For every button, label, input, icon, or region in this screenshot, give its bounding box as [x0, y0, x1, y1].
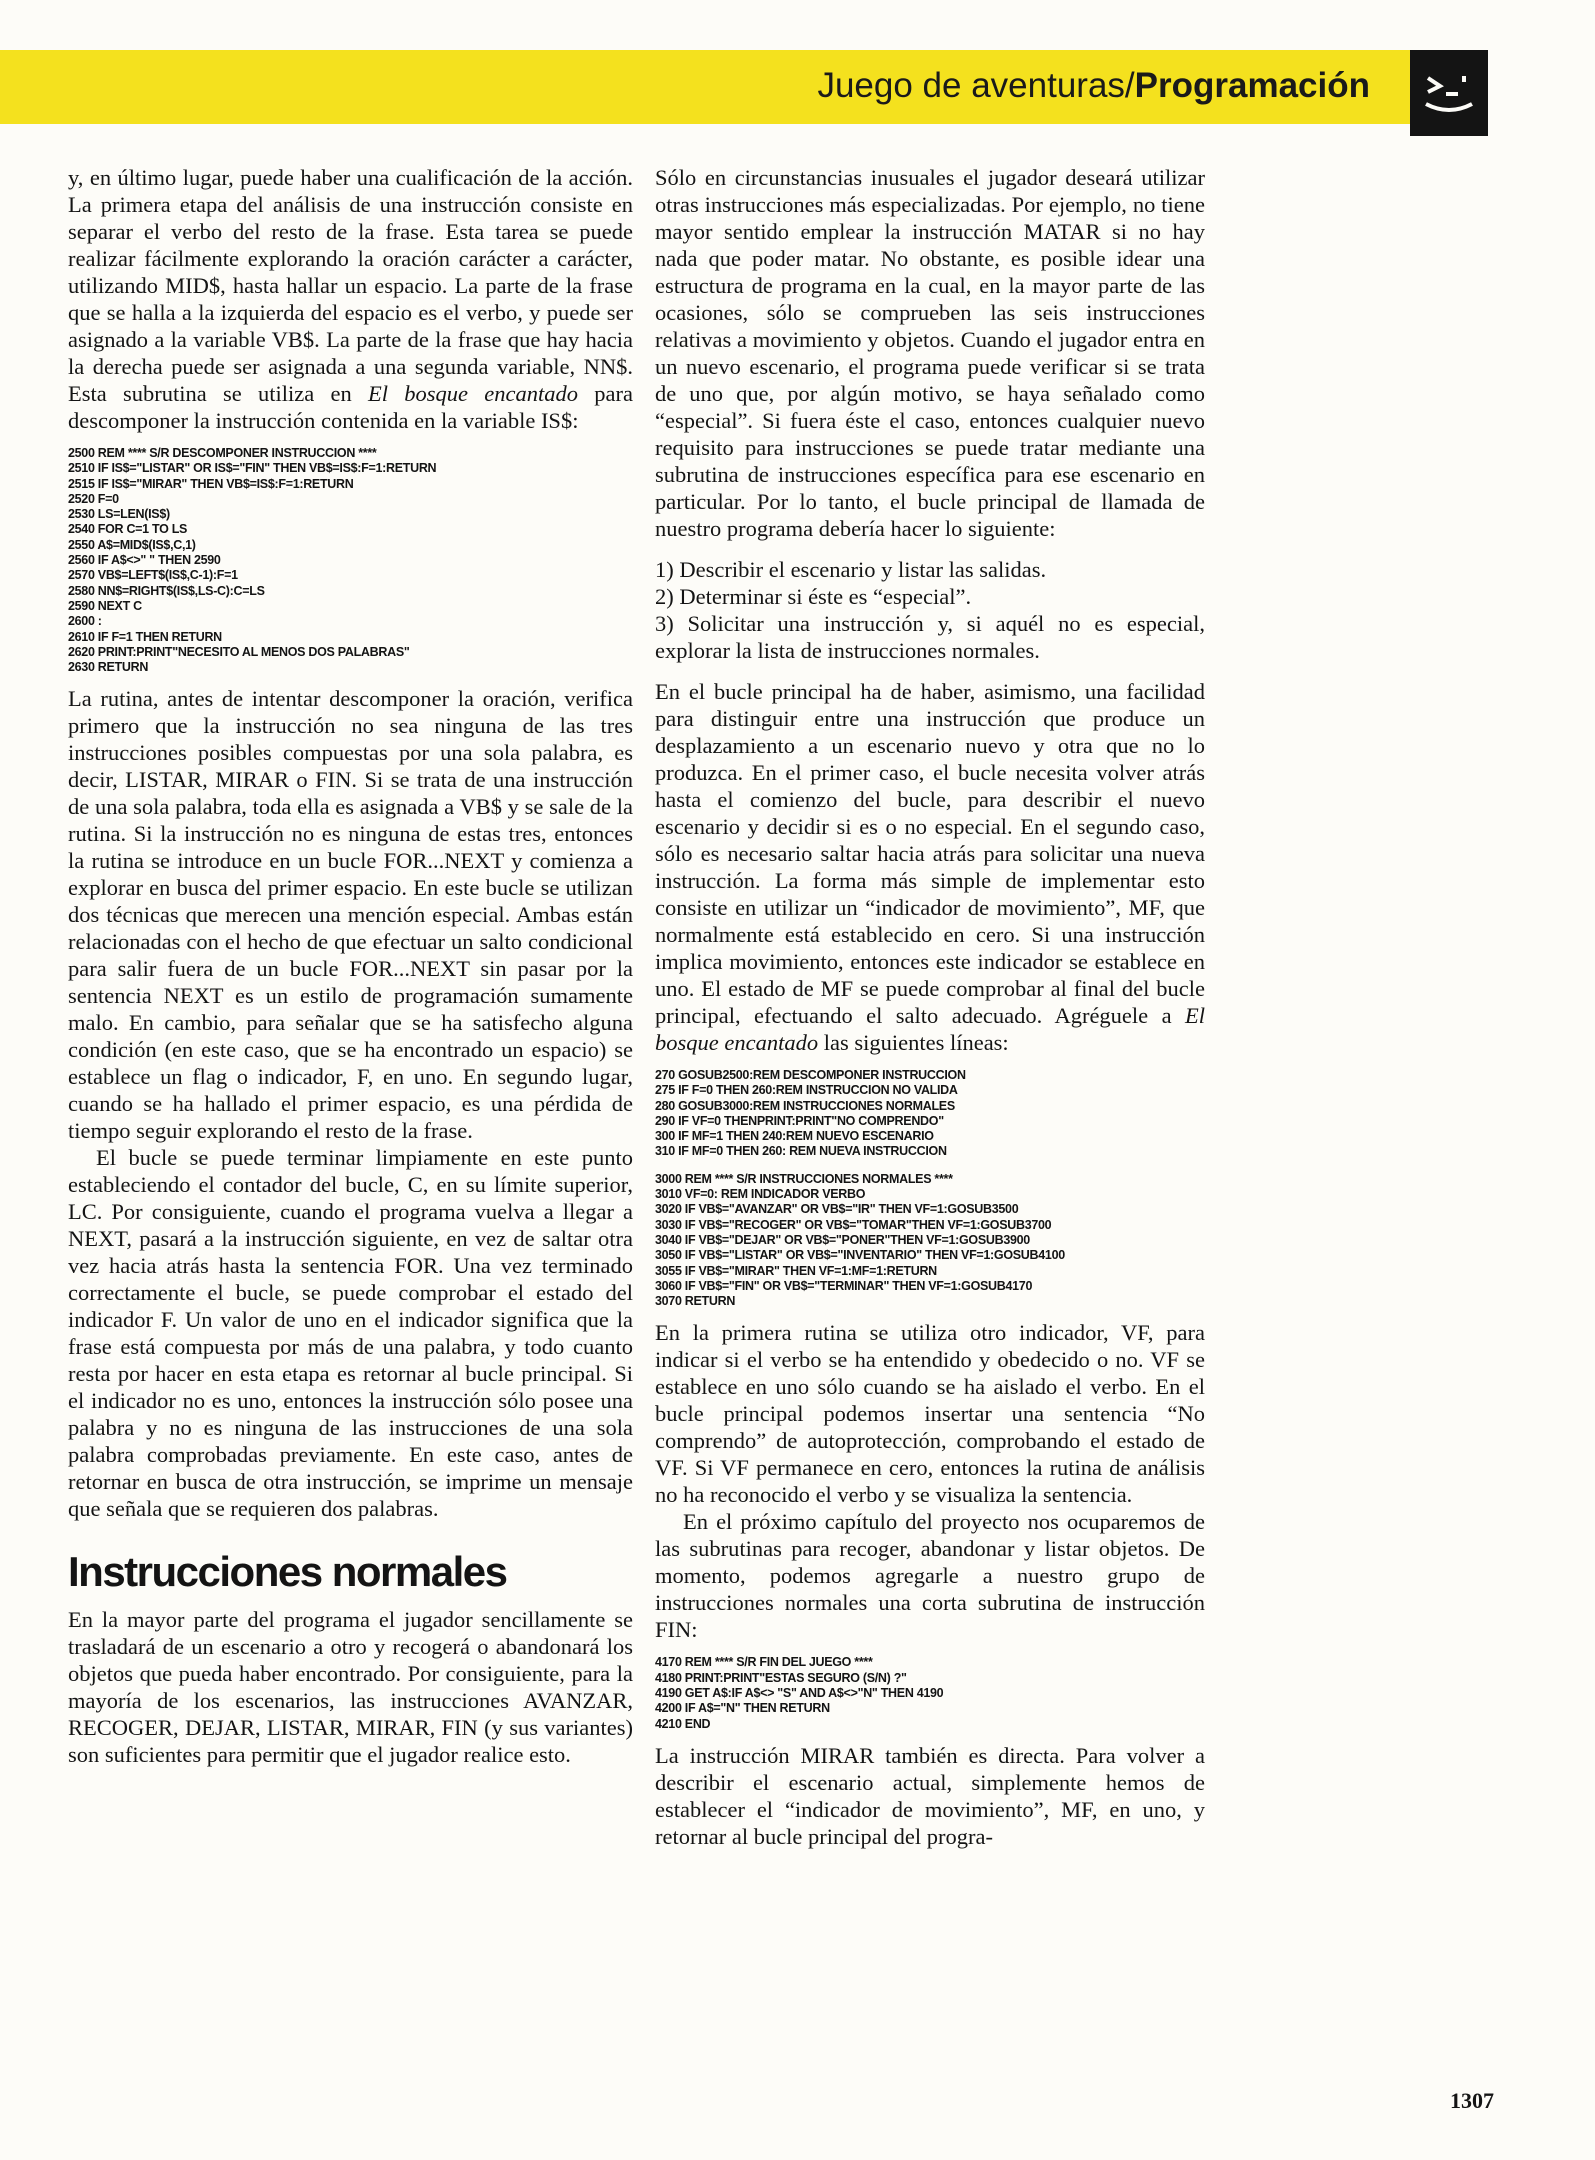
code-listing-main-loop: 270 GOSUB2500:REM DESCOMPONER INSTRUCCION 275 IF F=0 THEN 260:REM INSTRUCCION NO VALIDA 280 GOSUB3000:REM INSTRUCCIONES NORMALES 290 IF VF=0 THENPRINT:PRINT"NO COMPRENDO" 300 IF MF=1 THEN 240:REM NUEVO ESCENARIO 310 IF MF=0 THEN 260: REM NUEVA INSTRUCCION: [655, 1068, 966, 1159]
list-item: 3) Solicitar una instrucción y, si aquél no es especial, explorar la lista de instrucciones normales.: [655, 611, 1205, 663]
series-logo: [1410, 50, 1488, 136]
right-paragraph-3: En la primera rutina se utiliza otro indicador, VF, para indicar si el verbo se ha entendido y obedecido o no. VF se establece en uno sólo cuando se ha aislado el verbo. En el bucle principal podemos insertar una sentencia “No comprendo” de autoprotección, comprobando el estado de VF. Si VF permanece en cero, entonces la rutina de análisis no ha reconocido el verbo y se visualiza la sentencia.: [655, 1320, 1205, 1508]
section-title-regular: Juego de aventuras/: [817, 66, 1135, 105]
section-heading: Instrucciones normales: [68, 1548, 507, 1596]
right-paragraph-1: Sólo en circunstancias inusuales el jugador deseará utilizar otras instrucciones más especializadas. Por ejemplo, no tiene mayor sentido emplear la instrucción MATAR si no hay nada que poder matar. No obstante, es posible idear una estructura de programa en la cual, en la mayor parte de las ocasiones, sólo se comprueben las seis instrucciones relativas a movimiento y objetos. Cuando el jugador entra en un nuevo escenario, el programa puede verificar si se trata de uno que, por algún motivo, se haya señalado como “especial”. Si fuera éste el caso, entonces cualquier nuevo requisito para instrucciones se puede tratar mediante una subrutina de instrucciones específica para ese escenario en particular. Por lo tanto, el bucle principal de llamada de nuestro programa debería hacer lo siguiente:: [655, 165, 1205, 541]
left-paragraph-4: En la mayor parte del programa el jugador sencillamente se trasladará de un escenario a otro y recogerá o abandonará los objetos que pueda haber encontrado. Por consiguiente, para la mayoría de los escenarios, las instrucciones AVANZAR, RECOGER, DEJAR, LISTAR, MIRAR, FIN (y sus variantes) son suficientes para permitir que el jugador realice esto.: [68, 1607, 633, 1768]
code-listing-fin: 4170 REM **** S/R FIN DEL JUEGO **** 4180 PRINT:PRINT"ESTAS SEGURO (S/N) ?" 4190 GET A$:IF A$<> "S" AND A$<>"N" THEN 4190 4200 IF A$="N" THEN RETURN 4210 END: [655, 1655, 944, 1731]
right-paragraph-5: La instrucción MIRAR también es directa. Para volver a describir el escenario actual, simplemente hemos de establecer el “indicador de movimiento”, MF, en uno, y retornar al bucle principal del progra-: [655, 1742, 1205, 1849]
left-paragraph-1: y, en último lugar, puede haber una cualificación de la acción. La primera etapa del análisis de una instrucción consiste en separar el verbo del resto de la frase. Esta tarea se puede realizar fácilmente explorando la oración carácter a carácter, utilizando MID$, hasta hallar un espacio. La parte de la frase que se halla a la izquierda del espacio es el verbo, y puede ser asignado a la variable VB$. La parte de la frase que hay hacia la derecha puede ser asignada a una segunda variable, NN$. Esta subrutina se utiliza en El bosque encantado para descomponer la instrucción contenida en la variable IS$:: [68, 165, 633, 433]
list-item: 2) Determinar si éste es “especial”.: [655, 584, 972, 609]
list-item: 1) Describir el escenario y listar las salidas.: [655, 557, 1047, 582]
section-title-bold: Programación: [1134, 66, 1370, 105]
title-italic: El bosque encantado: [368, 381, 579, 406]
right-column: [655, 164, 1205, 1850]
right-paragraph-2: En el bucle principal ha de haber, asimismo, una facilidad para distinguir entre una instrucción que produce un desplazamiento a un escenario nuevo y otra que no lo produzca. En el primer caso, el bucle necesita volver atrás hasta el comienzo del bucle, para describir el nuevo escenario y decidir si es o no especial. En el segundo caso, sólo es necesario saltar hacia atrás para solicitar una nueva instrucción. La forma más simple de implementar esto consiste en utilizar un “indicador de movimiento”, MF, que normalmente está establecido en cero. Si una instrucción implica movimiento, entonces este indicador se establece en uno. El estado de MF se puede comprobar al final del bucle principal, efectuando el salto adecuado. Agréguele a El bosque encantado las siguientes líneas:: [655, 679, 1205, 1055]
steps-list: [655, 556, 1205, 664]
code-listing-descomponer: 2500 REM **** S/R DESCOMPONER INSTRUCCION **** 2510 IF IS$="LISTAR" OR IS$="FIN" THEN VB$=IS$:F=1:RETURN 2515 IF IS$="MIRAR" THEN VB$=IS$:F=1:RETURN 2520 F=0 2530 LS=LEN(IS$) 2540 FOR C=1 TO LS 2550 A$=MID$(IS$,C,1) 2560 IF A$<>" " THEN 2590 2570 VB$=LEFT$(IS$,C-1):F=1 2580 NN$=RIGHT$(IS$,LS-C):C=LS 2590 NEXT C 2600 : 2610 IF F=1 THEN RETURN 2620 PRINT:PRINT"NECESITO AL MENOS DOS PALABRAS" 2630 RETURN: [68, 446, 437, 675]
left-paragraph-3: El bucle se puede terminar limpiamente en este punto estableciendo el contador del bucle, C, en su límite superior, LC. Por consiguiente, cuando el programa vuelva a llegar a NEXT, pasará a la instrucción siguiente, en vez de saltar otra vez hacia atrás hasta la sentencia FOR. Una vez terminado correctamente el bucle, se puede comprobar el estado del indicador F. Un valor de uno en el indicador significa que la frase está compuesta por más de una palabra, y todo cuanto resta por hacer en esta etapa es retornar al bucle principal. Si el indicador no es uno, entonces la instrucción sólo posee una palabra y no es ninguna de las instrucciones de una sola palabra comprobadas previamente. En este caso, antes de retornar en busca de otra instrucción, se imprime un mensaje que señala que se requieren dos palabras.: [68, 1145, 633, 1522]
header-band: [0, 50, 1410, 124]
left-column: [68, 164, 633, 1768]
left-paragraph-2: La rutina, antes de intentar descomponer la oración, verifica primero que la instrucción no sea ninguna de las tres instrucciones posibles compuestas por una sola palabra, es decir, LISTAR, MIRAR o FIN. Si se trata de una instrucción de una sola palabra, toda ella es asignada a VB$ y se sale de la rutina. Si la instrucción no es ninguna de estas tres, entonces la rutina se introduce en un bucle FOR...NEXT y comienza a explorar en busca del primer espacio. En este bucle se utilizan dos técnicas que merecen una mención especial. Ambas están relacionadas con el hecho de que efectuar un salto condicional para salir fuera de un bucle FOR...NEXT sin pasar por la sentencia NEXT es un estilo de programación sumamente malo. En cambio, para señalar que se ha satisfecho alguna condición (en este caso, que se ha encontrado un espacio) se establece un flag o indicador, F, en uno. En segundo lugar, cuando se ha hallado el primer espacio, es una pérdida de tiempo seguir explorando el resto de la frase.: [68, 686, 633, 1144]
right-paragraph-4: En el próximo capítulo del proyecto nos ocuparemos de las subrutinas para recoger, abandonar y listar objetos. De momento, podemos agregarle a nuestro grupo de instrucciones normales una corta subrutina de instrucción FIN:: [655, 1509, 1205, 1643]
page-number: 1307: [1450, 2088, 1494, 2113]
code-listing-normal-instructions: 3000 REM **** S/R INSTRUCCIONES NORMALES **** 3010 VF=0: REM INDICADOR VERBO 3020 IF VB$="AVANZAR" OR VB$="IR" THEN VF=1:GOSUB3500 3030 IF VB$="RECOGER" OR VB$="TOMAR"THEN VF=1:GOSUB3700 3040 IF VB$="DEJAR" OR VB$="PONER"THEN VF=1:GOSUB3900 3050 IF VB$="LISTAR" OR VB$="INVENTARIO" THEN VF=1:GOSUB4100 3055 IF VB$="MIRAR" THEN VF=1:MF=1:RETURN 3060 IF VB$="FIN" OR VB$="TERMINAR" THEN VF=1:GOSUB4170 3070 RETURN: [655, 1171, 1065, 1309]
series-logo-icon: [1424, 68, 1474, 120]
title-italic: El bosque encantado: [655, 1003, 1205, 1055]
section-title: [817, 66, 1370, 106]
